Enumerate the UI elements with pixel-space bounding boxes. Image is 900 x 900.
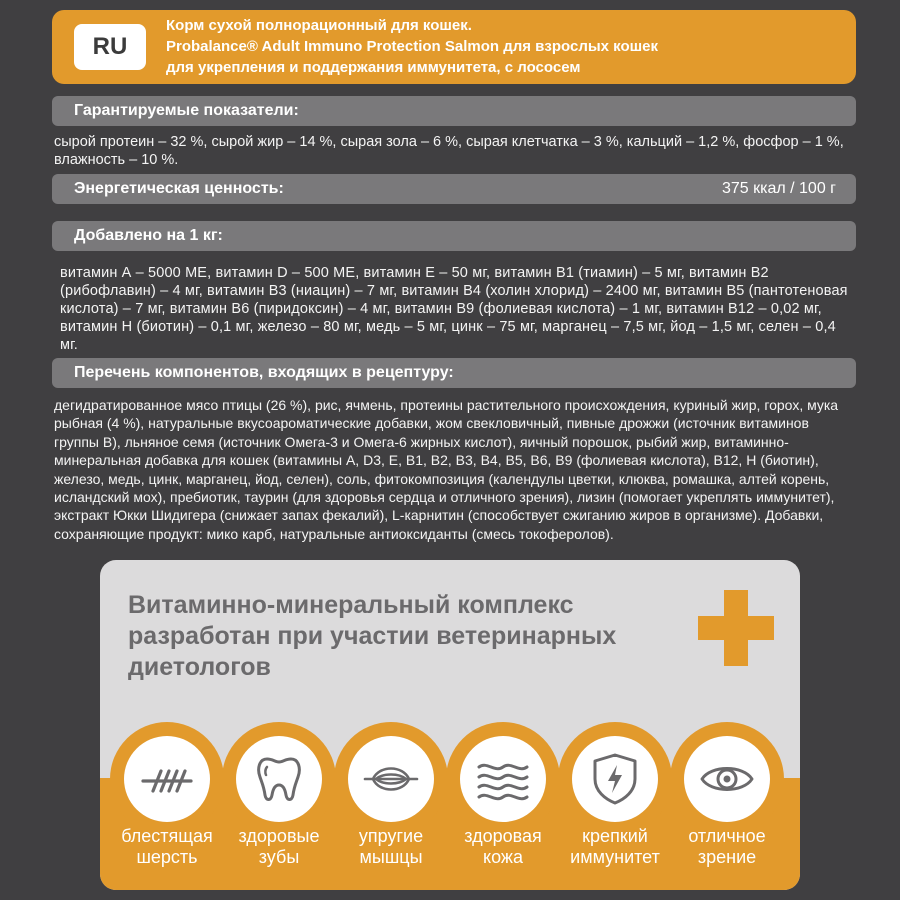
eye-icon [699, 751, 755, 807]
benefit-fur [108, 722, 226, 890]
language-badge: RU [74, 24, 146, 70]
benefit-skin-label: здоровая кожа [464, 826, 542, 867]
plus-icon [698, 590, 774, 666]
energy-section-bar [52, 174, 856, 204]
added-section-bar [52, 221, 856, 251]
shield-icon [587, 751, 643, 807]
benefit-teeth-label: здоровые зубы [238, 826, 320, 867]
added-text: витамин А – 5000 МЕ, витамин D – 500 МЕ, витамин Е – 50 мг, витамин В1 (тиамин) – 5 мг, витамин В2 (рибофлавин) – 4 мг, витамин В3 (ниацин) – 7 мг, витамин В4 (холин хлорид) – 2400 мг, витамин В5 (пантотеновая кислота) – 7 мг, витамин В6 (пиридоксин) – 4 мг, витамин В9 (фолиевая кислота) – 1 мг, витамин В12 – 0,02 мг, витамин Н (биотин) – 0,1 мг, железо – 80 мг, медь – 5 мг, цинк – 75 мг, марганец – 7,5 мг, йод – 1,5 мг, селен – 0,4 мг. [60, 265, 848, 353]
muscle-icon [363, 751, 419, 807]
added-title: Добавлено на 1 кг: [74, 227, 223, 244]
benefit-immunity-label: крепкий иммунитет [570, 826, 660, 867]
product-header [52, 10, 856, 84]
guaranteed-text: сырой протеин – 32 %, сырой жир – 14 %, сырая зола – 6 %, сырая клетчатка – 3 %, кальций – 1,2 %, фосфор – 1 %, влажность – 10 %. [54, 134, 844, 168]
benefit-vision-label: отличное зрение [688, 826, 766, 867]
ingredients-text: дегидратированное мясо птицы (26 %), рис, ячмень, протеины растительного происхождения, куриный жир, горох, мука рыбная (4 %), натуральные вкусоароматические добавки, жом свекловичный, пивные дрожжи (источник витаминов группы В), льняное семя (источник Омега-3 и Омега-6 жирных кислот), яичный порошок, рыбий жир, витаминно-минеральная добавка для кошек (витамины А, D3, Е, В1, В2, В3, В4, В5, В6, В9 (фолиевая кислота), В12, Н (биотин), железо, медь, цинк, марганец, йод, селен), соль, фитокомпозиция (календулы цветки, клюква, ромашка, алтей корень, исландский мох), пребиотик, таурин (для здоровья сердца и отличного зрения), лизин (помогает укреплять иммунитет), экстракт Юкки Шидигера (снижает запах фекалий), L-карнитин (способствует сжиганию жиров в организме). Добавки, сохраняющие продукт: мико карб, натуральные антиоксиданты (смесь токоферолов). [54, 397, 839, 542]
benefit-immunity [556, 722, 674, 890]
vitamin-complex-panel [100, 560, 800, 890]
benefit-muscles-label: упругие мышцы [358, 826, 424, 867]
product-title-line-2: Probalance® Adult Immuno Protection Salmon для взрослых кошек [166, 38, 658, 55]
product-title [166, 15, 840, 78]
benefit-teeth [220, 722, 338, 890]
benefits-row [100, 722, 800, 890]
vitamin-complex-text: Витаминно-минеральный комплекс разработан при участии ветеринарных диетологов [128, 591, 617, 681]
energy-value: 375 ккал / 100 г [721, 180, 836, 197]
fur-icon [139, 751, 195, 807]
benefit-skin [444, 722, 562, 890]
skin-icon [475, 751, 531, 807]
ingredients-title: Перечень компонентов, входящих в рецептуру: [74, 364, 454, 381]
guaranteed-section-bar [52, 96, 856, 126]
energy-title: Энергетическая ценность: [74, 180, 284, 197]
benefit-muscles [332, 722, 450, 890]
benefit-fur-label: блестящая шерсть [121, 826, 213, 867]
tooth-icon [251, 751, 307, 807]
guaranteed-title: Гарантируемые показатели: [74, 102, 299, 119]
product-title-line-3: для укрепления и поддержания иммунитета, с лососем [166, 59, 581, 76]
benefit-vision [668, 722, 786, 890]
ingredients-section-bar [52, 358, 856, 388]
product-title-line-1: Корм сухой полнорационный для кошек. [166, 17, 472, 34]
